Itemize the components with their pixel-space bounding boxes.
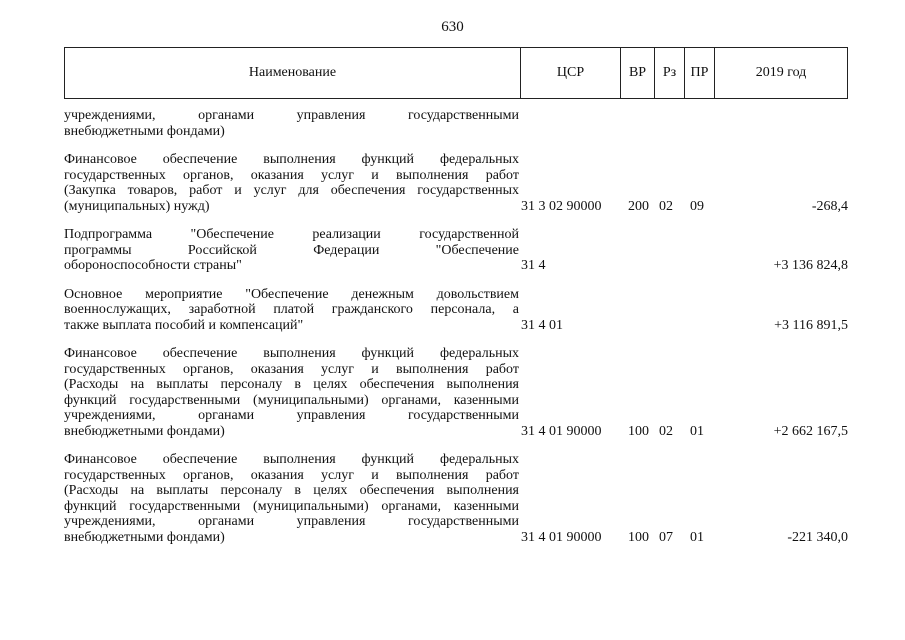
header-year: 2019 год — [715, 48, 848, 99]
row-name-line: Подпрограмма "Обеспечение реализации государственной — [64, 227, 519, 242]
table-header — [64, 47, 848, 99]
table-row — [0, 108, 905, 139]
row-csr: 31 4 01 90000 — [521, 423, 602, 439]
row-vr: 100 — [628, 529, 649, 545]
row-pr: 09 — [690, 198, 704, 214]
row-sum: -221 340,0 — [787, 529, 848, 545]
header-pr: ПР — [685, 48, 715, 99]
row-vr: 200 — [628, 198, 649, 214]
row-name — [64, 287, 519, 334]
row-csr: 31 4 — [521, 258, 546, 273]
row-name-line: учреждениями, органами управления государственными — [64, 514, 519, 529]
row-name — [64, 452, 519, 545]
row-name-line: (муниципальных) нужд) — [64, 198, 210, 214]
row-name-line: учреждениями, органами управления государственными — [64, 108, 519, 123]
table-row — [0, 152, 905, 214]
table-row — [0, 287, 905, 334]
row-name-line: функций государственными (муниципальными) органами, казенными — [64, 392, 519, 408]
row-name-line: обороноспособности страны" — [64, 258, 242, 273]
table-body — [0, 100, 905, 545]
row-name — [64, 108, 519, 139]
row-csr: 31 4 01 — [521, 317, 563, 333]
row-name-line: (Расходы на выплаты персоналу в целях обеспечения выполнения — [64, 483, 519, 498]
row-sum: +3 136 824,8 — [773, 258, 848, 273]
row-vr: 100 — [628, 423, 649, 439]
header-csr: ЦСР — [521, 48, 621, 99]
row-sum: +2 662 167,5 — [773, 423, 848, 439]
row-name — [64, 227, 519, 274]
row-name-line: внебюджетными фондами) — [64, 529, 225, 545]
page-number: 630 — [441, 19, 464, 35]
row-name-line: военнослужащих, заработной платой гражданского персонала, а — [64, 302, 519, 317]
table-row — [0, 452, 905, 545]
row-sum: +3 116 891,5 — [774, 317, 848, 333]
row-name-line: (Расходы на выплаты персоналу в целях обеспечения выполнения — [64, 377, 519, 392]
row-name-line: Финансовое обеспечение выполнения функций федеральных — [64, 152, 519, 167]
row-name-line: Финансовое обеспечение выполнения функций федеральных — [64, 452, 519, 467]
header-name: Наименование — [65, 48, 521, 99]
table-row — [0, 227, 905, 274]
row-name-line: внебюджетными фондами) — [64, 123, 225, 139]
row-name-line: Основное мероприятие "Обеспечение денежным довольствием — [64, 286, 519, 302]
table-row — [0, 346, 905, 439]
row-name-line: учреждениями, органами управления государственными — [64, 408, 519, 423]
row-name-line: государственных органов, оказания услуг и выполнения работ — [64, 167, 519, 183]
row-name-line: государственных органов, оказания услуг и выполнения работ — [64, 361, 519, 377]
row-sum: -268,4 — [811, 198, 848, 214]
header-rz: Рз — [655, 48, 685, 99]
row-name-line: также выплата пособий и компенсаций" — [64, 317, 304, 333]
row-name-line: (Закупка товаров, работ и услуг для обеспечения государственных — [64, 183, 519, 198]
row-name-line: функций государственными (муниципальными) органами, казенными — [64, 498, 519, 514]
row-rz: 02 — [659, 198, 673, 214]
row-name-line: государственных органов, оказания услуг и выполнения работ — [64, 467, 519, 483]
row-rz: 07 — [659, 529, 673, 545]
row-pr: 01 — [690, 423, 704, 439]
row-csr: 31 4 01 90000 — [521, 529, 602, 545]
row-name — [64, 152, 519, 214]
row-name-line: Финансовое обеспечение выполнения функций федеральных — [64, 346, 519, 361]
row-name-line: внебюджетными фондами) — [64, 423, 225, 439]
row-csr: 31 3 02 90000 — [521, 198, 602, 214]
row-rz: 02 — [659, 423, 673, 439]
row-name-line: программы Российской Федерации "Обеспечение — [64, 242, 519, 258]
header-vr: ВР — [621, 48, 655, 99]
row-pr: 01 — [690, 529, 704, 545]
row-name — [64, 346, 519, 439]
